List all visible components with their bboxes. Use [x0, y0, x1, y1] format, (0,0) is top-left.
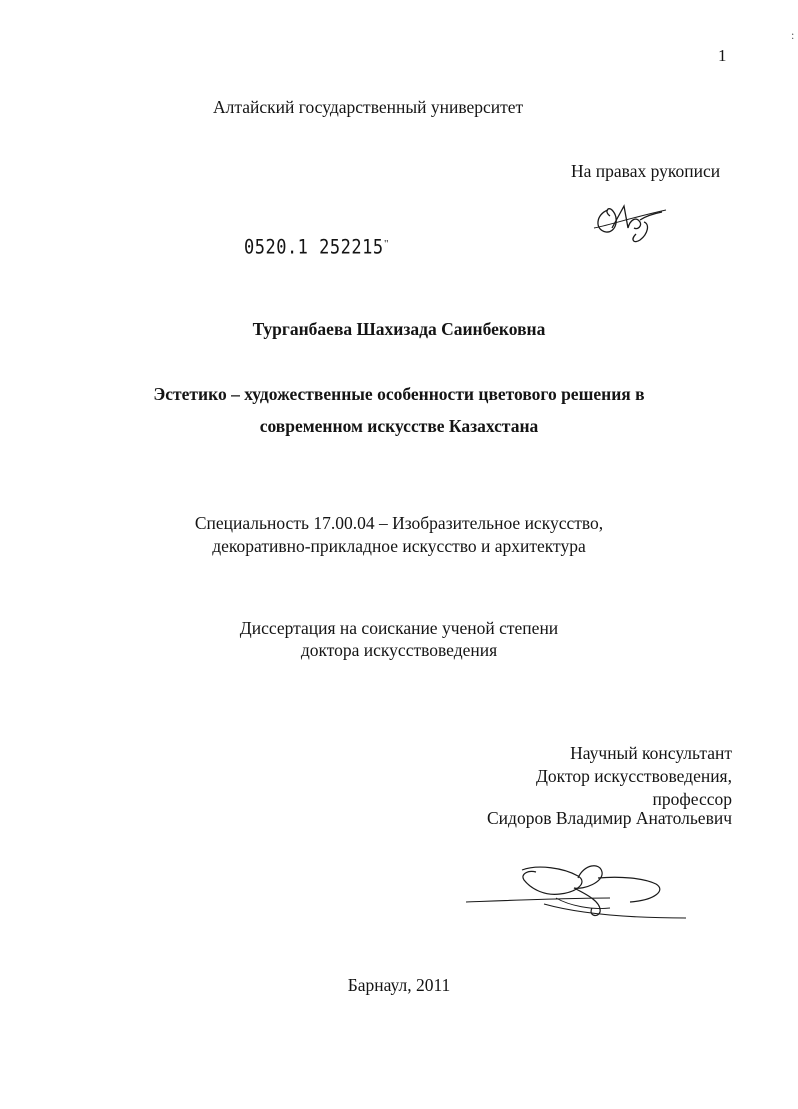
library-registry-number: 0520.1 252215 [244, 236, 384, 259]
city-year: Барнаул, 2011 [347, 975, 451, 995]
dissertation-title-line-1: Эстетико – художественные особенности цветового решения в [153, 384, 645, 404]
university-name: Алтайский государственный университет [213, 97, 524, 117]
specialty-line-2: декоративно-прикладное искусство и архитектура [212, 536, 586, 556]
advisor-signature [460, 858, 690, 930]
advisor-degree: Доктор искусствоведения, [536, 766, 732, 786]
dissertation-title-line-2: современном искусстве Казахстана [259, 416, 539, 436]
manuscript-rights-note: На правах рукописи [571, 161, 721, 181]
advisor-name: Сидоров Владимир Анатольевич [487, 808, 732, 828]
page-number: 1 [718, 46, 727, 65]
degree-statement-line-1: Диссертация на соискание ученой степени [239, 618, 559, 638]
author-name: Турганбаева Шахизада Саинбековна [252, 319, 546, 339]
advisor-role: Научный консультант [570, 743, 732, 763]
corner-scan-mark: : [791, 28, 795, 42]
degree-statement-line-2: доктора искусствоведения [300, 640, 498, 660]
advisor-rank: профессор [652, 789, 732, 809]
specialty-line-1: Специальность 17.00.04 – Изобразительное искусство, [194, 513, 604, 533]
registry-stamp-tick: " [384, 238, 389, 250]
author-signature [590, 198, 670, 248]
